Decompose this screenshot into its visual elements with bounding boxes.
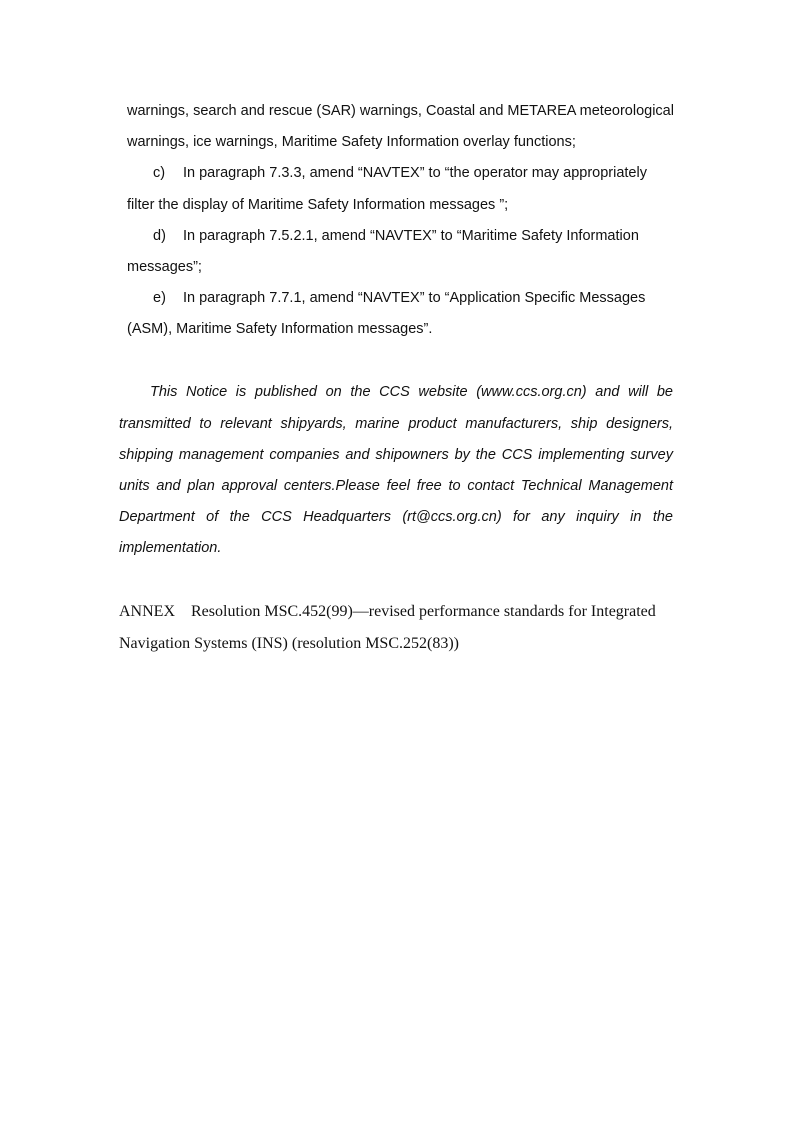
amendment-text-continued: filter the display of Maritime Safety Information messages ”; [127, 197, 509, 213]
amendment-text-continued: messages”; [127, 259, 202, 275]
annex-title-line: Navigation Systems (INS) (resolution MSC.252(83)) [119, 635, 459, 652]
notice-line: transmitted to relevant shipyards, marine product manufacturers, ship designers, [119, 416, 673, 432]
notice-line: implementation. [119, 540, 222, 556]
amendment-text: In paragraph 7.3.3, amend “NAVTEX” to “the operator may appropriately [183, 165, 647, 181]
annex-title-line: Resolution MSC.452(99)—revised performance standards for Integrated [191, 603, 656, 620]
amendment-text-continued: (ASM), Maritime Safety Information messages”. [127, 321, 433, 337]
amendment-marker: c) [153, 165, 166, 181]
amendment-intro-line: warnings, search and rescue (SAR) warnings, Coastal and METAREA meteorological [127, 103, 674, 119]
notice-line: This Notice is published on the CCS website (www.ccs.org.cn) and will be [150, 384, 673, 400]
amendment-intro-line: warnings, ice warnings, Maritime Safety Information overlay functions; [127, 134, 576, 150]
notice-line: units and plan approval centers.Please feel free to contact Technical Management [119, 478, 673, 494]
notice-line: Department of the CCS Headquarters (rt@ccs.org.cn) for any inquiry in the [119, 509, 673, 525]
amendment-marker: e) [153, 290, 166, 306]
amendment-text: In paragraph 7.7.1, amend “NAVTEX” to “Application Specific Messages [183, 290, 646, 306]
notice-line: shipping management companies and shipowners by the CCS implementing survey [119, 447, 673, 463]
amendment-marker: d) [153, 228, 166, 244]
amendment-text: In paragraph 7.5.2.1, amend “NAVTEX” to “Maritime Safety Information [183, 228, 639, 244]
annex-label: ANNEX [119, 603, 175, 620]
